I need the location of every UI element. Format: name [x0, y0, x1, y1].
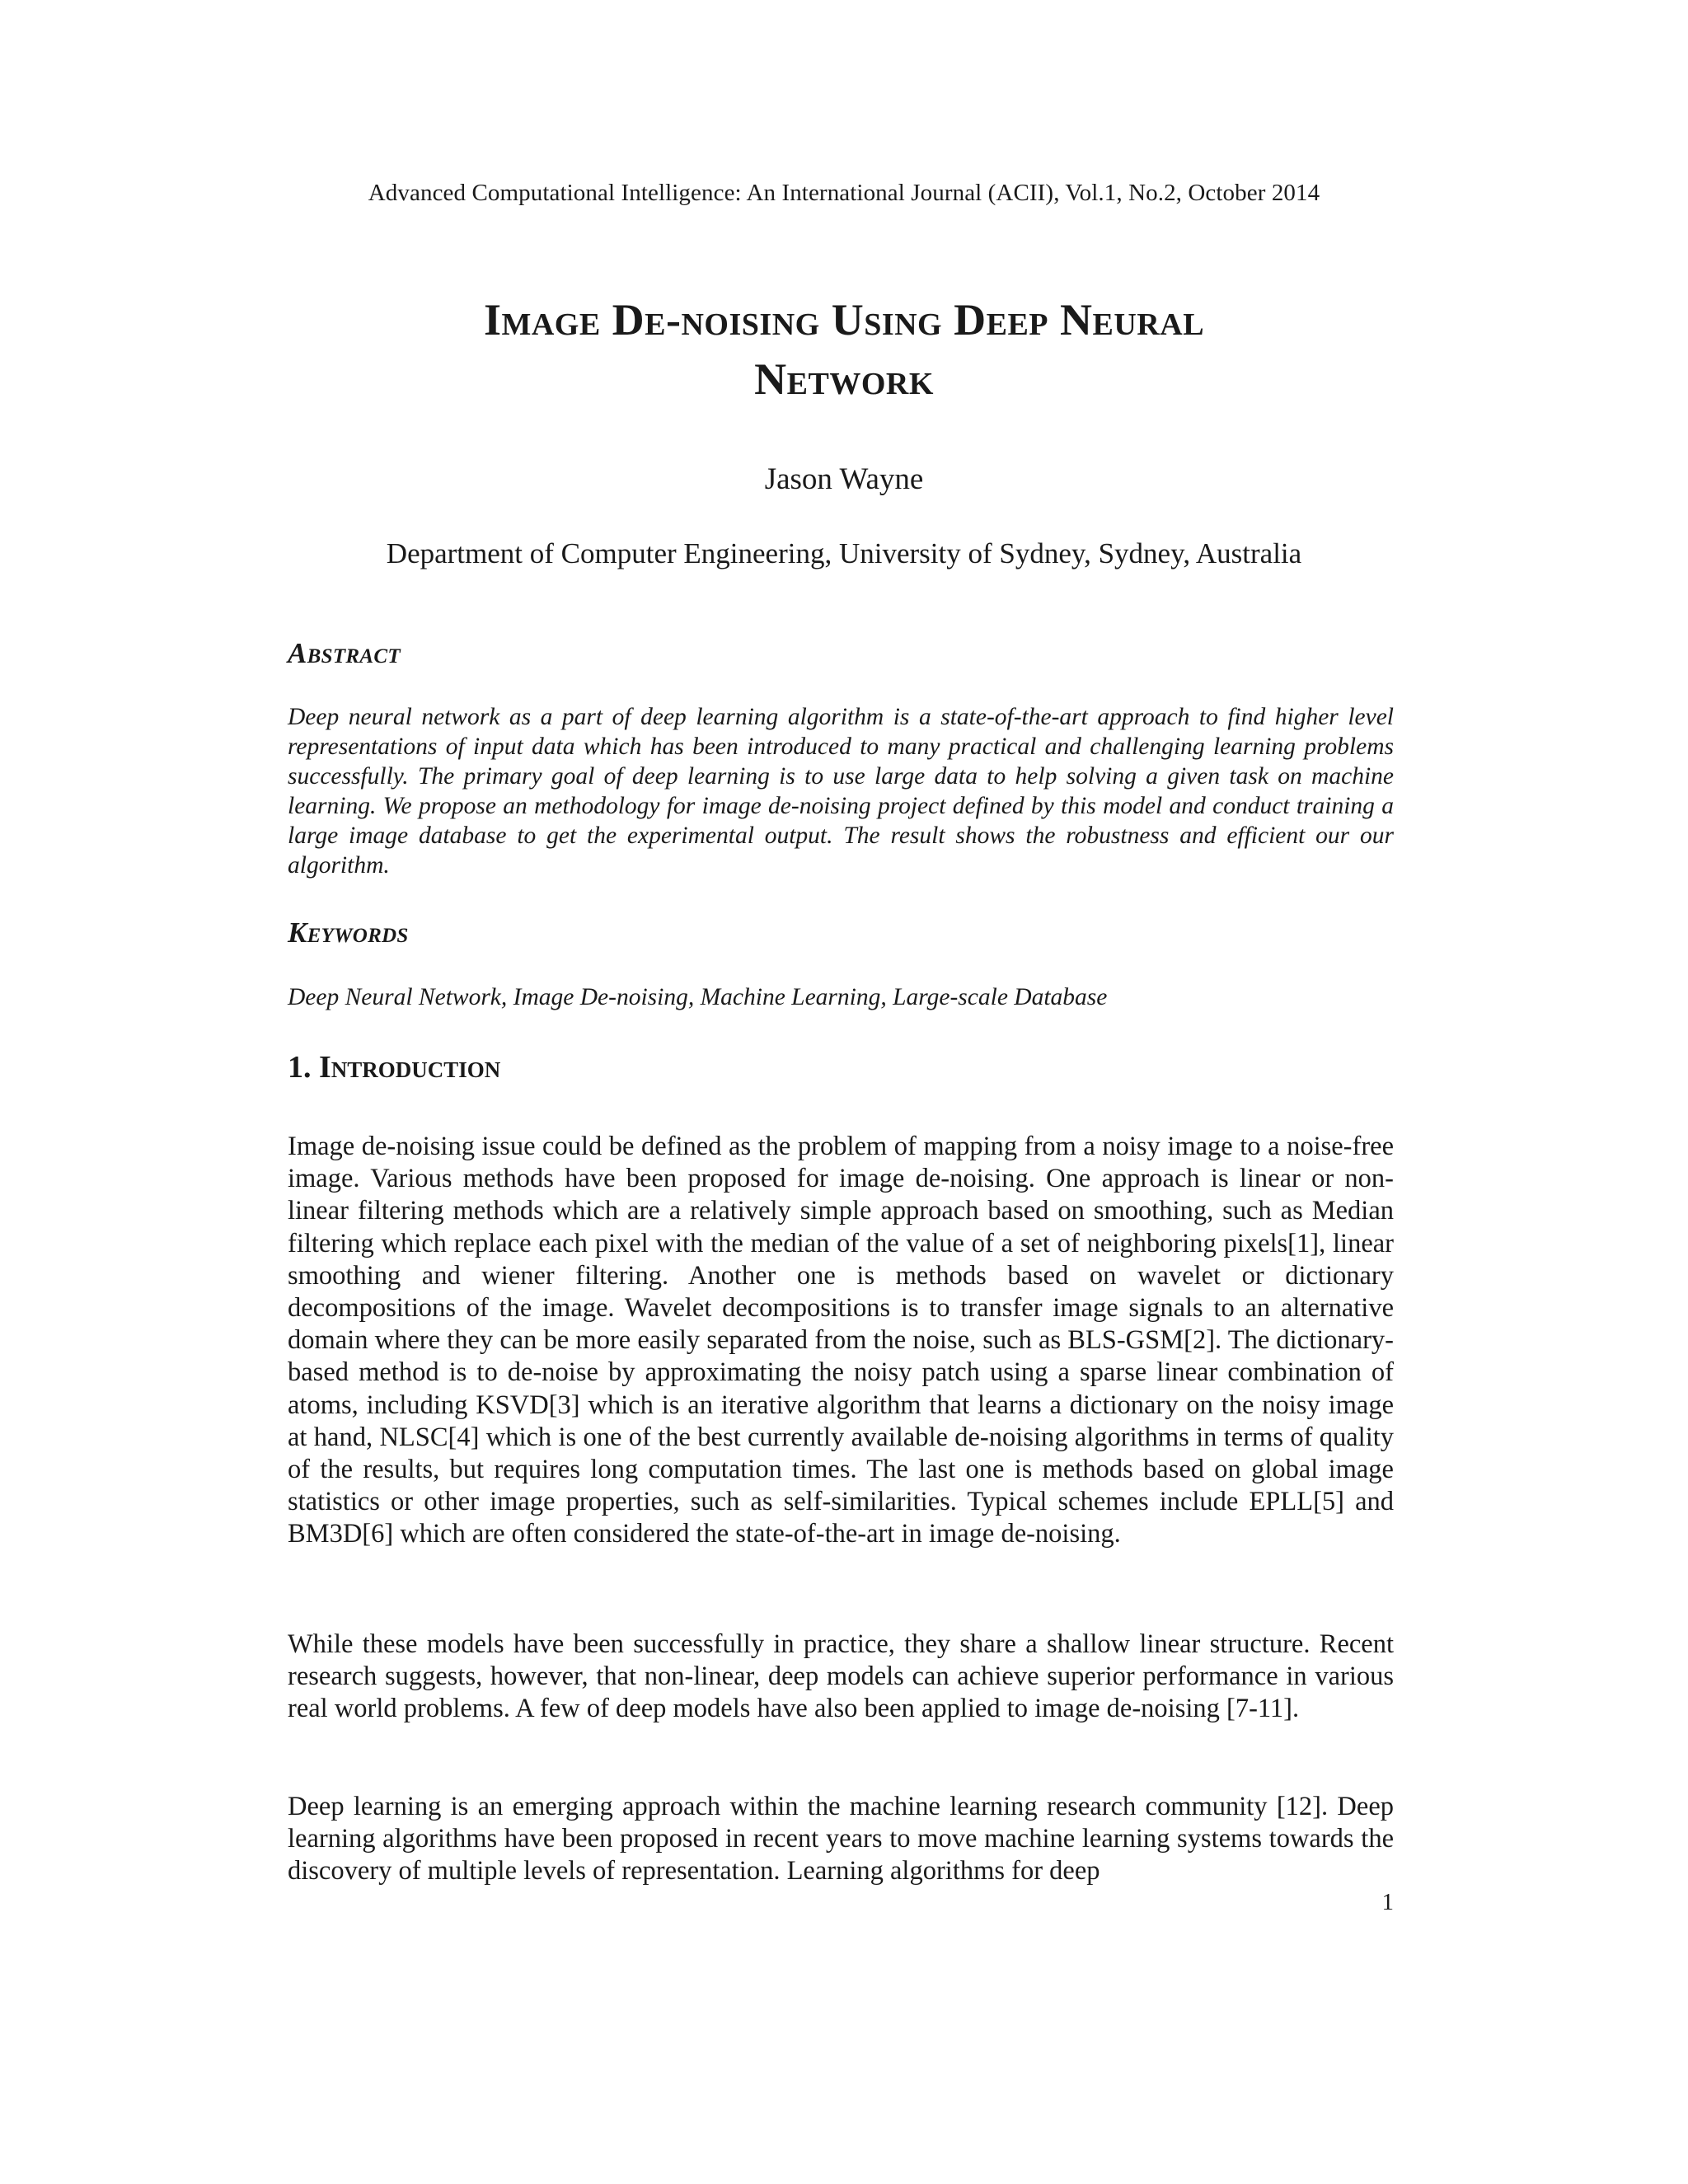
paper-title-line-1: Image De-noising Using Deep Neural — [483, 295, 1205, 344]
intro-paragraph-1: Image de-noising issue could be defined as the problem of mapping from a noisy image to a noise-free image. Various methods have been proposed for image de-noising. One approach is linear or non-linear filtering methods which are a relatively simple approach based on smoothing, such as Median filtering which replace each pixel with the median of the value of a set of neighboring pixels[1], linear smoothing and wiener filtering. Another one is methods based on wavelet or dictionary decompositions of the image. Wavelet decompositions is to transfer image signals to an alternative domain where they can be more easily separated from the noise, such as BLS-GSM[2]. The dictionary-based method is to de-noise by approximating the noisy patch using a sparse linear combination of atoms, including KSVD[3] which is an iterative algorithm that learns a dictionary on the noisy image at hand, NLSC[4] which is one of the best currently available de-noising algorithms in terms of quality of the results, but requires long computation times. The last one is methods based on global image statistics or other image properties, such as self-similarities. Typical schemes include EPLL[5] and BM3D[6] which are often considered the state-of-the-art in image de-noising. — [288, 1132, 1394, 1549]
intro-paragraph-2: While these models have been successfully in practice, they share a shallow linear structure. Recent research suggests, however, that non-linear, deep models can achieve superior performance in various real world problems. A few of deep models have also been applied to image de-noising [7-11]. — [288, 1629, 1394, 1724]
introduction-heading: 1. Introduction — [288, 1050, 501, 1085]
keywords-text: Deep Neural Network, Image De-noising, Machine Learning, Large-scale Database — [288, 984, 1108, 1010]
abstract-heading: Abstract — [288, 637, 401, 669]
abstract-text: Deep neural network as a part of deep learning algorithm is a state-of-the-art approach to find higher level representations of input data which has been introduced to many practical and challenging learning problems successfully. The primary goal of deep learning is to use large data to help solving a given task on machine learning. We propose an methodology for image de-noising project defined by this model and conduct training a large image database to get the experimental output. The result shows the robustness and efficient our our algorithm. — [288, 704, 1394, 879]
intro-paragraph-3: Deep learning is an emerging approach within the machine learning research community [12]. Deep learning algorithms have been proposed in recent years to move machine learning systems towards the discovery of multiple levels of representation. Learning algorithms for deep — [288, 1792, 1394, 1886]
author-affiliation: Department of Computer Engineering, University of Sydney, Sydney, Australia — [386, 537, 1302, 569]
paper-title — [247, 290, 1441, 409]
author-name: Jason Wayne — [764, 462, 924, 496]
paper-title-line-2: Network — [754, 354, 934, 404]
running-header: Advanced Computational Intelligence: An International Journal (ACII), Vol.1, No.2, October 2014 — [368, 180, 1320, 206]
keywords-heading: Keywords — [288, 916, 409, 949]
page-number: 1 — [1381, 1889, 1394, 1915]
